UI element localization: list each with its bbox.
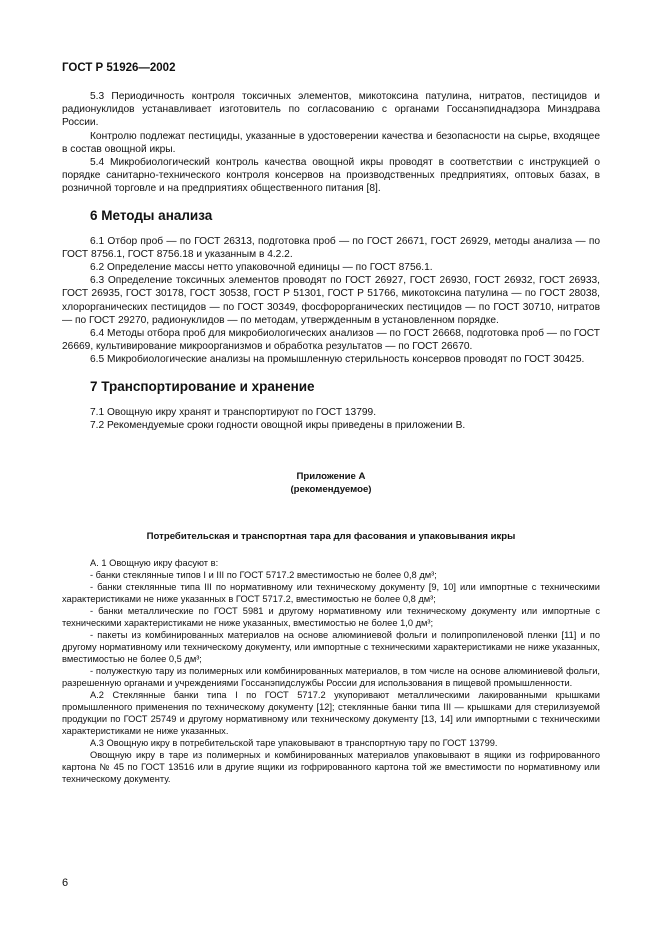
appendix-heading bbox=[62, 470, 600, 496]
appendix-title: Потребительская и транспортная тара для фасования и упаковывания икры bbox=[146, 531, 516, 543]
list-item: - банки металлические по ГОСТ 5981 и другому нормативному или техническому документу или импортные с техническими характеристиками не ниже указанных, вместимостью не более 1,0 дм³; bbox=[62, 606, 600, 629]
paragraph-6-5: 6.5 Микробиологические анализы на промышленную стерильность консервов проводят по ГОСТ 30425. bbox=[90, 354, 585, 366]
appendix-status: (рекомендуемое) bbox=[290, 484, 372, 496]
appendix-label: Приложение А bbox=[296, 471, 366, 483]
document-page bbox=[62, 62, 600, 785]
paragraph-a1: А. 1 Овощную икру фасуют в: bbox=[90, 558, 219, 569]
paragraph-6-4: 6.4 Методы отбора проб для микробиологических анализов — по ГОСТ 26668, подготовка проб — по ГОСТ 26669, культивирование микроорганизмов и обработка результатов — по ГОСТ 26670. bbox=[62, 328, 600, 353]
page-number: 6 bbox=[62, 877, 69, 889]
appendix-body bbox=[62, 557, 600, 785]
paragraph-6-2: 6.2 Определение массы нетто упаковочной единицы — по ГОСТ 8756.1. bbox=[90, 262, 433, 274]
section-7-title: 7 Транспортирование и хранение bbox=[90, 378, 315, 394]
list-item: - полужесткую тару из полимерных или комбинированных материалов, в том числе на основе алюминиевой фольги, разрешенную органами и учреждениями Госсанэпидслужбы России для использования в пищевой промышленности. bbox=[62, 666, 600, 689]
paragraph-7-2: 7.2 Рекомендуемые сроки годности овощной икры приведены в приложении В. bbox=[90, 419, 466, 431]
paragraph-a2: А.2 Стеклянные банки типа I по ГОСТ 5717.2 укупоривают металлическими лакированными крышками промышленного применения по техническому документу [12]; стеклянные банки типа III — крышками для стерилизуемой продукции по ГОСТ 25749 и другому нормативному или техническому документу [13, 14] или импортными с техническими характеристиками не ниже указанных. bbox=[62, 690, 600, 737]
paragraph-5-3: 5.3 Периодичность контроля токсичных элементов, микотоксина патулина, нитратов, пестицидов и радионуклидов устанавливает изготовитель по согласованию с органами Госсанэпиднадзора Минздрава России. bbox=[62, 91, 600, 129]
paragraph-6-1: 6.1 Отбор проб — по ГОСТ 26313, подготовка проб — по ГОСТ 26671, ГОСТ 26929, методы анализа — по ГОСТ 8756.1, ГОСТ 8756.18 и указанным в 4.2.2. bbox=[62, 235, 600, 260]
paragraph-6-3: 6.3 Определение токсичных элементов проводят по ГОСТ 26927, ГОСТ 26930, ГОСТ 26932, ГОСТ 26933, ГОСТ 26935, ГОСТ 30178, ГОСТ 30538, ГОСТ Р 51301, ГОСТ Р 51766, микотоксина патулина — по ГОСТ 28038, хлорорганических пестицидов — по ГОСТ 30349, фосфорорганических пестицидов — по ГОСТ 30710, нитратов — по ГОСТ 29270, радионуклидов — по методам, утвержденным в установленном порядке. bbox=[62, 275, 600, 326]
list-item: - банки стеклянные типов I и III по ГОСТ 5717.2 вместимостью не более 0,8 дм³; bbox=[90, 570, 437, 581]
list-item: - пакеты из комбинированных материалов на основе алюминиевой фольги и полипропиленовой пленки [11] и по другому нормативному или техническому документу, или импортные с техническими характеристиками не ниже указанных, вместимостью не более 0,5 дм³; bbox=[62, 630, 600, 665]
paragraph-5-4: 5.4 Микробиологический контроль качества овощной икры проводят в соответствии с инструкцией о порядке санитарно-технического контроля консервов на производственных предприятиях, оптовых базах, в розничной торговле и на предприятиях общественного питания [8]. bbox=[62, 157, 600, 195]
list-item: - банки стеклянные типа III по нормативному или техническому документу [9, 10] или импортные с техническими характеристиками не ниже указанных в ГОСТ 5717.2, вместимостью не более 0,8 дм³; bbox=[62, 582, 600, 605]
paragraph-7-1: 7.1 Овощную икру хранят и транспортируют по ГОСТ 13799. bbox=[90, 406, 377, 418]
paragraph-a3-packing: Овощную икру в таре из полимерных и комбинированных материалов упаковывают в ящики из гофрированного картона № 45 по ГОСТ 13516 или в другие ящики из гофрированного картона той же вместимости по нормативному или техническому документу. bbox=[62, 750, 600, 785]
paragraph-a3: А.3 Овощную икру в потребительской таре упаковывают в транспортную тару по ГОСТ 13799. bbox=[90, 738, 498, 749]
section-6-title: 6 Методы анализа bbox=[90, 207, 213, 223]
document-header: ГОСТ Р 51926—2002 bbox=[62, 62, 176, 74]
paragraph-5-3-control: Контролю подлежат пестициды, указанные в удостоверении качества и безопасности на сырье, входящее в состав овощной икры. bbox=[62, 130, 600, 155]
